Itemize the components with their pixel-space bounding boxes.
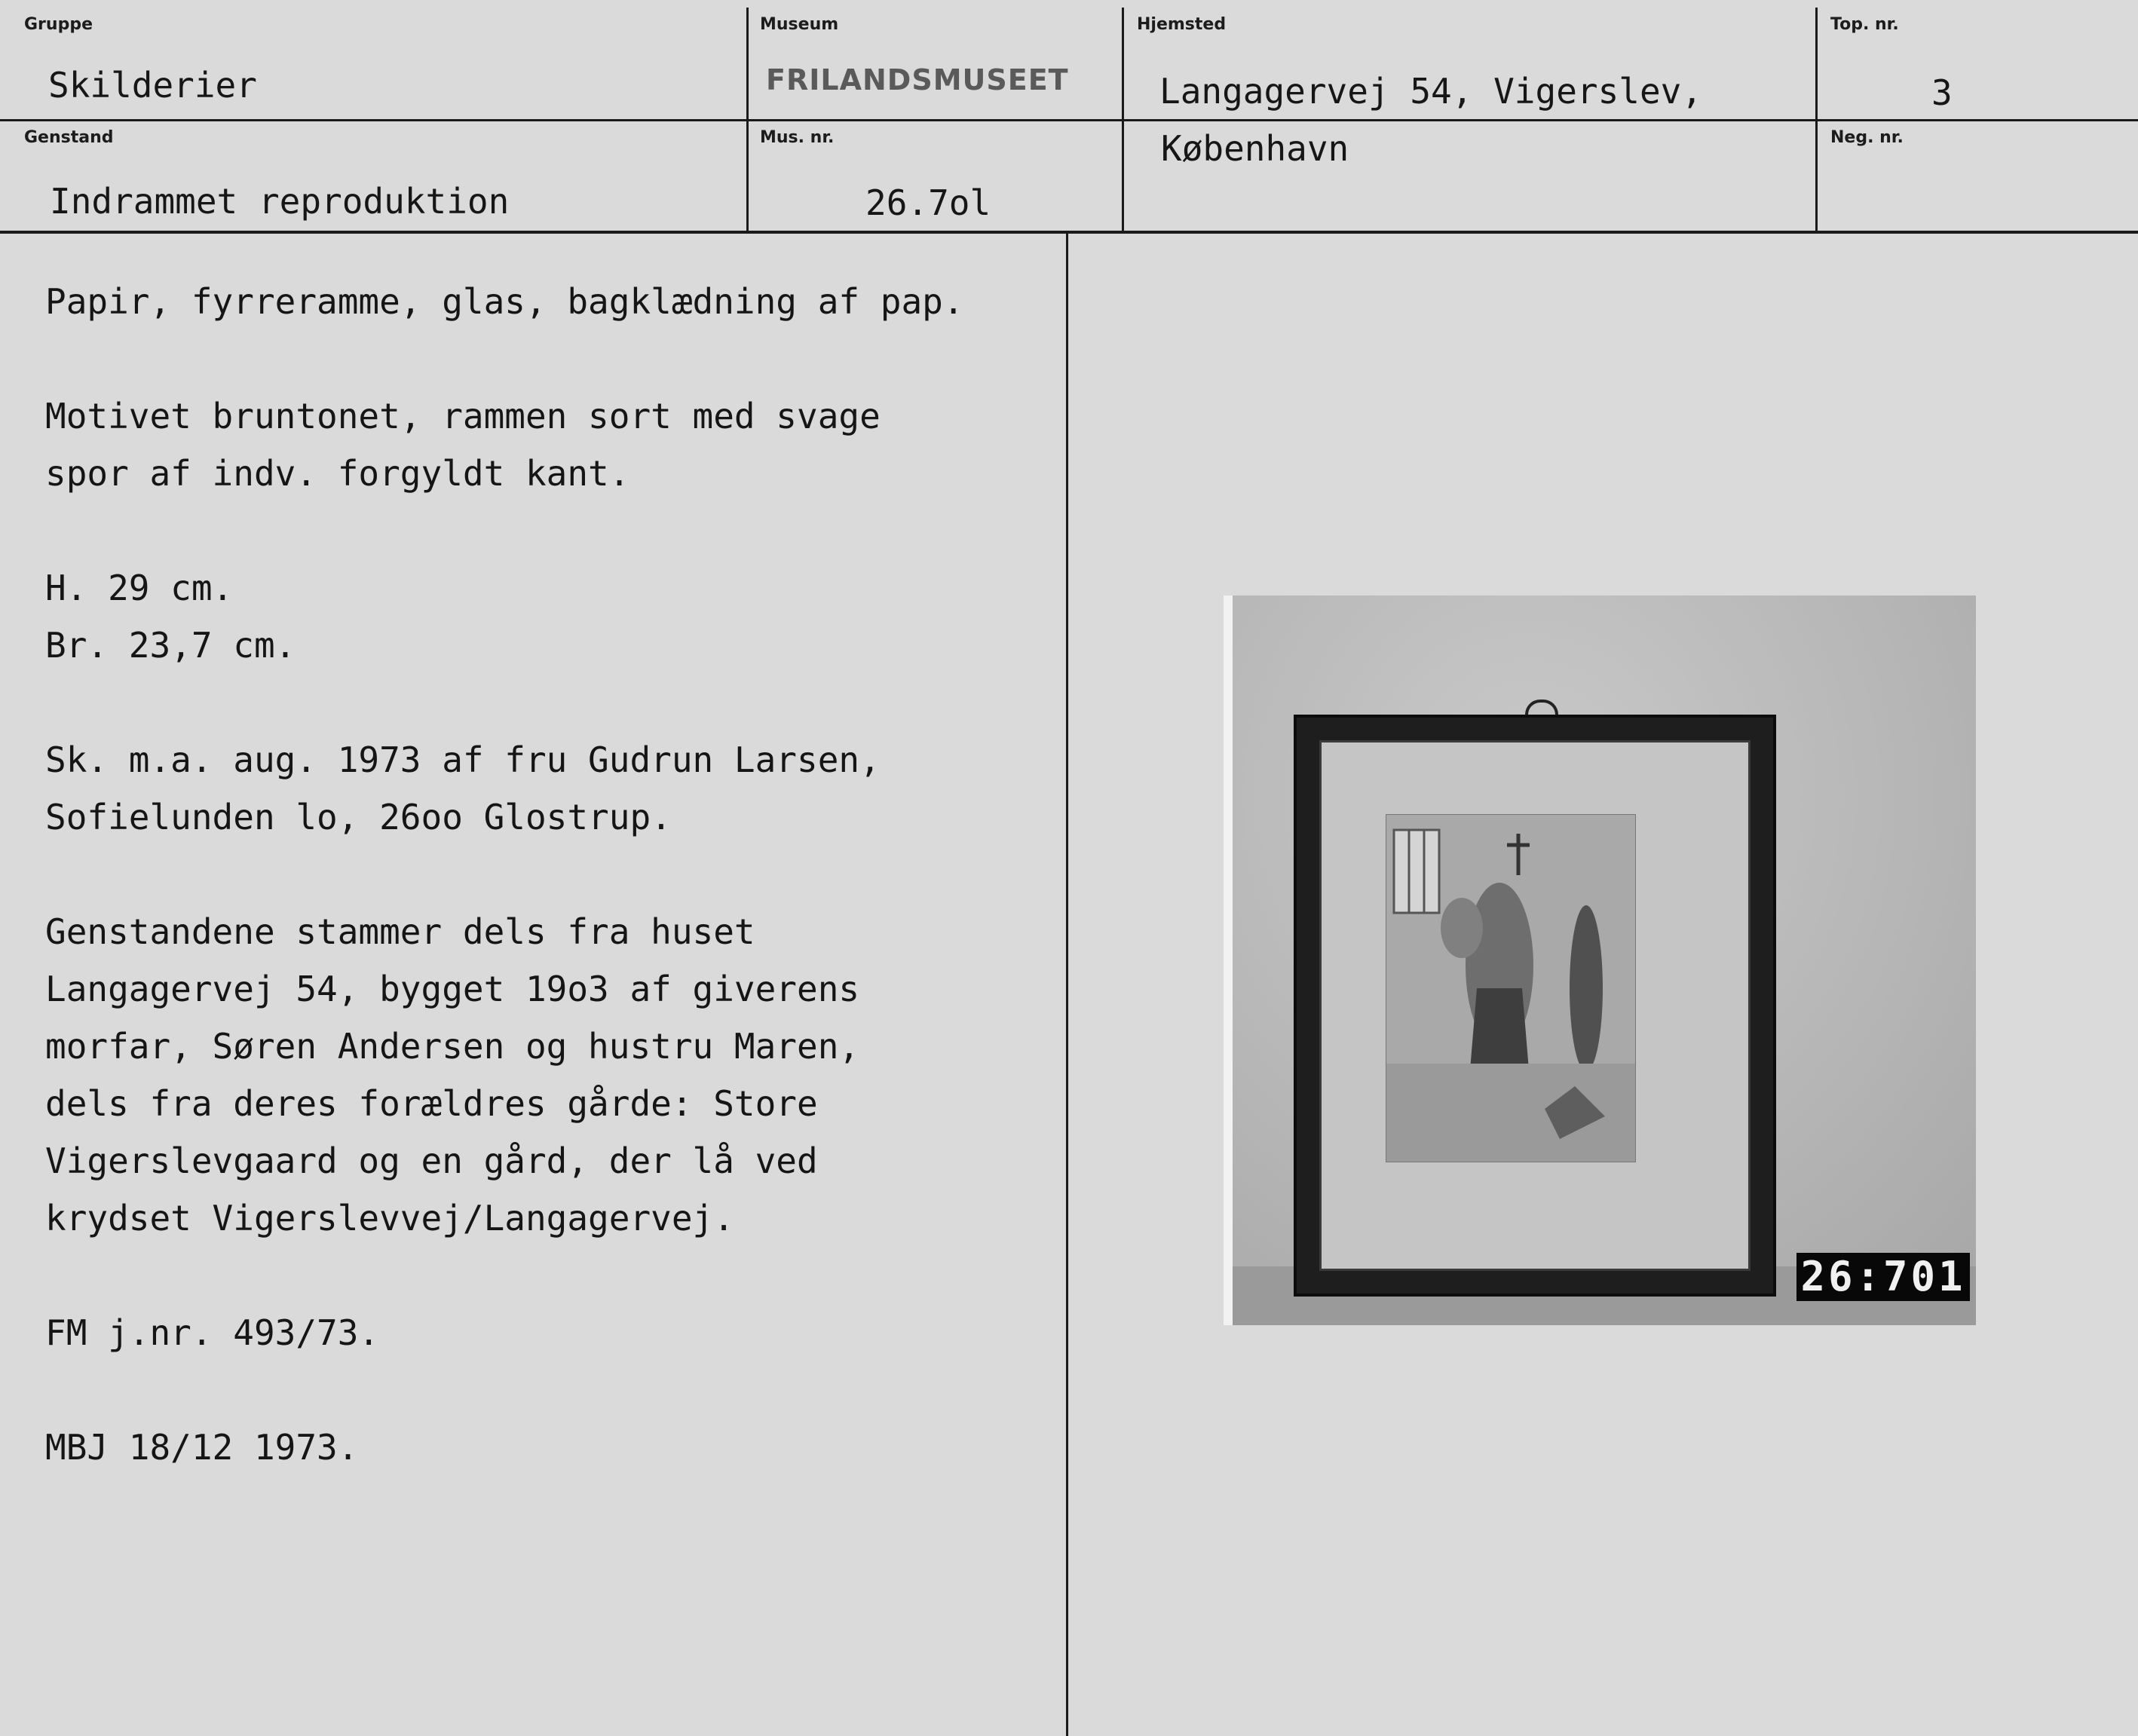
photo-number-tag: 26:701	[1796, 1253, 1970, 1301]
description-line: morfar, Søren Andersen og hustru Maren,	[45, 1026, 860, 1067]
gruppe-label: Gruppe	[24, 15, 93, 34]
neg-nr-label: Neg. nr.	[1830, 128, 1904, 147]
museum-label: Museum	[760, 15, 839, 34]
gruppe-value: Skilderier	[48, 65, 257, 106]
hjemsted-line2: København	[1161, 128, 1349, 169]
museum-stamp: FRILANDSMUSEET	[766, 63, 1069, 96]
description-line: Papir, fyrreramme, glas, bagklædning af pap.	[45, 281, 964, 322]
description-paragraph	[45, 1419, 1040, 1476]
figure-standing	[1570, 905, 1603, 1071]
description-paragraph	[45, 273, 1040, 330]
description-text	[45, 273, 1040, 1533]
description-line: Langagervej 54, bygget 19o3 af giverens	[45, 969, 860, 1009]
divider-museum-hjemsted	[1122, 8, 1124, 231]
picture-frame	[1294, 715, 1776, 1297]
divider-gruppe-museum	[746, 8, 749, 231]
divider-body-columns	[1066, 234, 1068, 1736]
top-nr-label: Top. nr.	[1830, 15, 1899, 34]
description-line: spor af indv. forgyldt kant.	[45, 453, 630, 494]
photo-border	[1224, 596, 1233, 1325]
hjemsted-label: Hjemsted	[1137, 15, 1227, 34]
framed-print-glass	[1319, 740, 1751, 1271]
description-paragraph	[45, 731, 1040, 846]
description-line: Vigerslevgaard og en gård, der lå ved	[45, 1140, 818, 1181]
mus-nr-value: 26.7ol	[865, 182, 991, 223]
mus-nr-label: Mus. nr.	[760, 128, 835, 147]
description-paragraph	[45, 1304, 1040, 1361]
description-line: Genstandene stammer dels fra huset	[45, 911, 755, 952]
description-line: Sk. m.a. aug. 1973 af fru Gudrun Larsen,	[45, 739, 881, 780]
description-paragraph	[45, 903, 1040, 1247]
description-line: FM j.nr. 493/73.	[45, 1312, 380, 1353]
divider-header-bottom	[0, 231, 2138, 234]
genstand-value: Indrammet reproduktion	[50, 181, 510, 222]
print-window	[1394, 830, 1439, 913]
description-line: Br. 23,7 cm.	[45, 625, 296, 666]
genstand-label: Genstand	[24, 128, 114, 147]
description-line: dels fra deres forældres gårde: Store	[45, 1083, 818, 1124]
description-line: krydset Vigerslevvej/Langagervej.	[45, 1198, 734, 1238]
object-photograph	[1224, 596, 1976, 1325]
description-paragraph	[45, 559, 1040, 674]
description-line: H. 29 cm.	[45, 568, 234, 608]
framed-print-image	[1386, 814, 1636, 1162]
description-line: Motivet bruntonet, rammen sort med svage	[45, 396, 881, 436]
description-line: MBJ 18/12 1973.	[45, 1427, 359, 1468]
figure-man	[1441, 898, 1483, 958]
divider-hjemsted-topnr	[1815, 8, 1818, 231]
description-line: Sofielunden lo, 26oo Glostrup.	[45, 797, 672, 837]
description-paragraph	[45, 387, 1040, 502]
top-nr-value: 3	[1931, 72, 1953, 113]
hjemsted-line1: Langagervej 54, Vigerslev,	[1159, 71, 1703, 112]
